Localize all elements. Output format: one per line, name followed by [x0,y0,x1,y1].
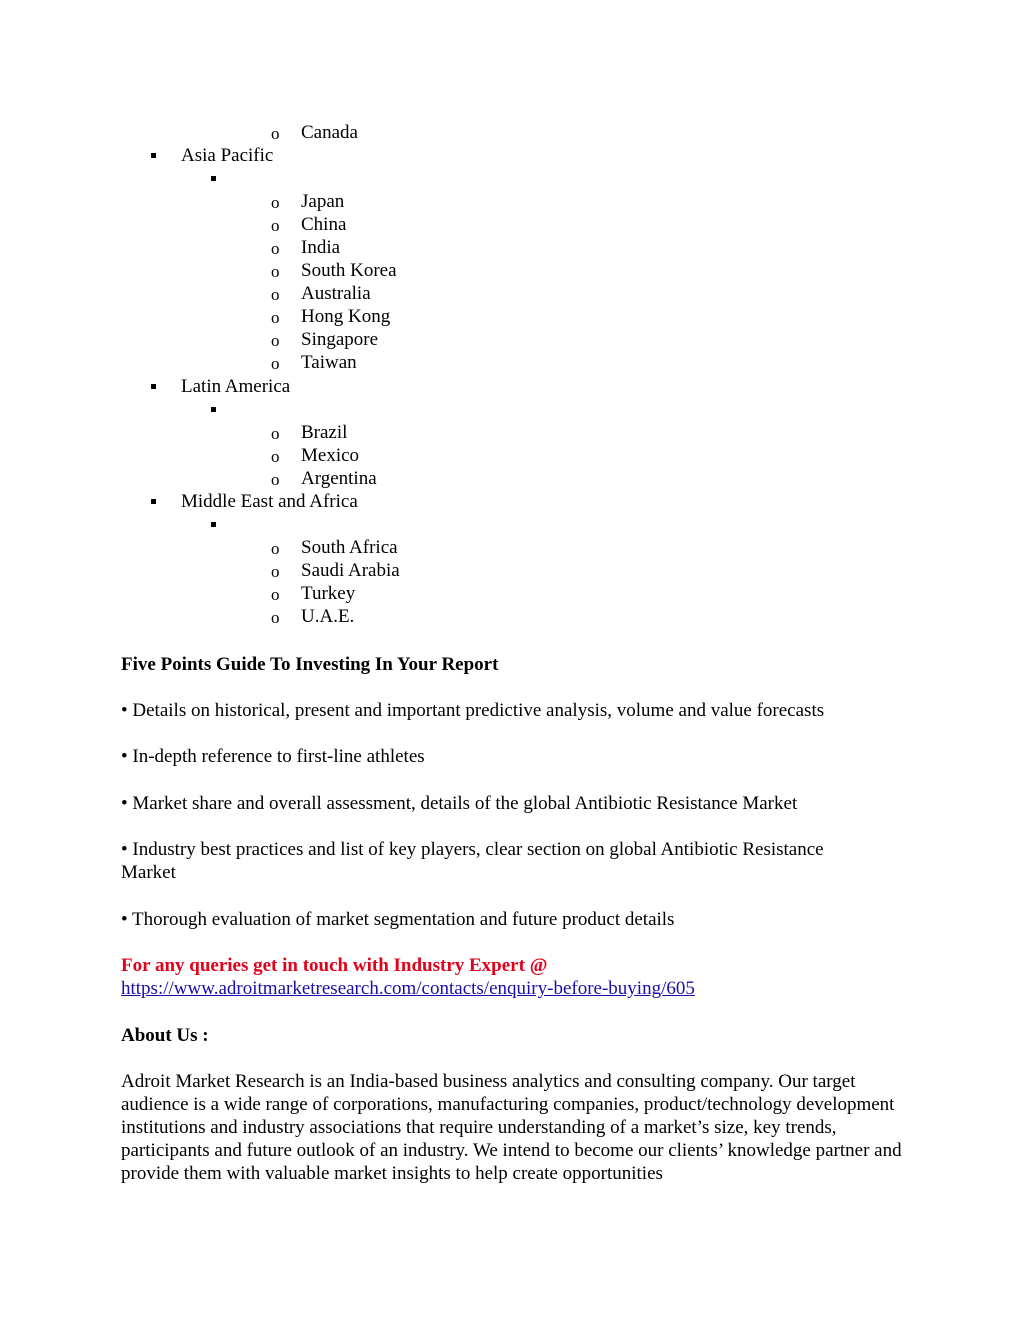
guide-point: • In-depth reference to first-line athletes [121,746,425,767]
country-item: Japan [301,191,345,212]
country-item: Mexico [301,445,360,466]
empty-bullet [211,176,216,181]
country-item: Singapore [301,329,379,350]
guide-point: • Details on historical, present and important predictive analysis, volume and value forecasts [121,700,825,721]
contact-text: For any queries get in touch with Industry Expert @ [121,955,548,976]
sub-bullet-marker: o [271,447,280,466]
sub-bullet-marker: o [271,562,280,581]
guide-heading: Five Points Guide To Investing In Your Report [121,654,499,675]
sub-bullet-marker: o [271,285,280,304]
country-item: Australia [301,283,371,304]
guide-point: • Market share and overall assessment, details of the global Antibiotic Resistance Market [121,793,798,814]
sub-bullet-marker: o [271,585,280,604]
sub-bullet-marker: o [271,124,280,143]
country-item: U.A.E. [301,606,355,627]
country-item: Taiwan [301,352,357,373]
region-middle-east-africa: Middle East and Africa [181,491,358,512]
guide-point: • Thorough evaluation of market segmentation and future product details [121,909,675,930]
enquiry-link[interactable]: https://www.adroitmarketresearch.com/contacts/enquiry-before-buying/605 [121,978,695,999]
country-item: Hong Kong [301,306,391,327]
country-item: China [301,214,347,235]
sub-bullet-marker: o [271,216,280,235]
sub-bullet-marker: o [271,308,280,327]
about-heading: About Us : [121,1025,209,1046]
country-item: Brazil [301,422,348,443]
region-bullet [151,384,156,389]
country-item: Saudi Arabia [301,560,400,581]
sub-bullet-marker: o [271,193,280,212]
about-body: Adroit Market Research is an India-based business analytics and consulting company. Our target audience is a wide range of corporations, manufacturing companies, product/technology development institutions and industry associations that require understanding of a market’s size, key trends, participants and future outlook of an industry. We intend to become our clients’ knowledge partner and provide them with valuable market insights to help create opportunities [121,1071,902,1184]
country-item: Canada [301,122,358,143]
sub-bullet-marker: o [271,539,280,558]
sub-bullet-marker: o [271,354,280,373]
sub-bullet-marker: o [271,262,280,281]
country-item: India [301,237,341,258]
sub-bullet-marker: o [271,470,280,489]
country-item: South Korea [301,260,397,281]
country-item: Turkey [301,583,356,604]
empty-bullet [211,522,216,527]
empty-bullet [211,407,216,412]
sub-bullet-marker: o [271,424,280,443]
country-item: Argentina [301,468,377,489]
contact-link-line [121,977,911,1000]
sub-bullet-marker: o [271,331,280,350]
country-item: South Africa [301,537,398,558]
sub-bullet-marker: o [271,239,280,258]
region-asia-pacific: Asia Pacific [181,145,274,166]
region-bullet [151,153,156,158]
sub-bullet-marker: o [271,608,280,627]
region-bullet [151,499,156,504]
guide-point: • Industry best practices and list of key players, clear section on global Antibiotic Resistance Market [121,839,824,883]
region-latin-america: Latin America [181,376,291,397]
